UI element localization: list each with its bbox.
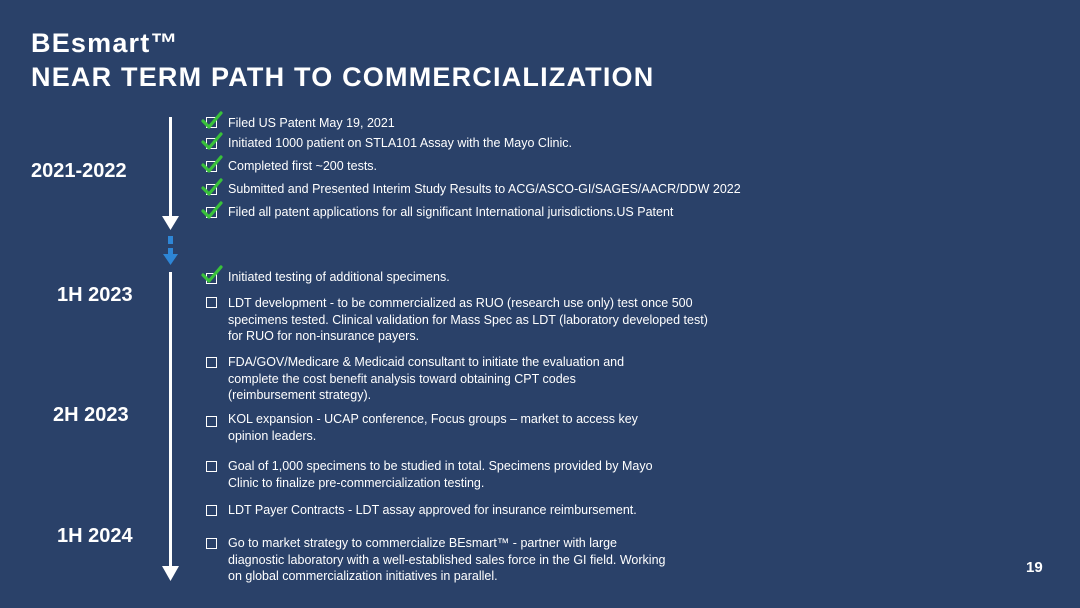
- arrow-head-down-icon: [163, 248, 178, 265]
- checkmark-icon: [201, 178, 223, 196]
- list-item: LDT development - to be commercialized as RUO (research use only) test once 500 specimens tested. Clinical validation for Mass Spec as LDT (laboratory developed test) for RUO for non-insurance payers.: [228, 296, 708, 343]
- arrow-head-down-icon: [162, 566, 179, 581]
- period-label-2021-2022: 2021-2022: [31, 160, 127, 182]
- list-item: Initiated 1000 patient on STLA101 Assay with the Mayo Clinic.: [228, 136, 572, 150]
- checkbox-unchecked: [206, 357, 217, 368]
- list-item: Initiated testing of additional specimens.: [228, 270, 450, 284]
- slide-title: [31, 26, 654, 94]
- period-label-1h-2023: 1H 2023: [57, 284, 133, 306]
- checkmark-icon: [201, 111, 223, 129]
- checkbox-unchecked: [206, 538, 217, 549]
- title-line-1: BEsmart™: [31, 28, 179, 58]
- list-item: KOL expansion - UCAP conference, Focus groups – market to access key opinion leaders.: [228, 412, 638, 443]
- checkmark-icon: [201, 265, 223, 283]
- list-item: Goal of 1,000 specimens to be studied in total. Specimens provided by Mayo Clinic to finalize pre-commercialization testing.: [228, 459, 653, 490]
- list-item: Submitted and Presented Interim Study Results to ACG/ASCO-GI/SAGES/AACR/DDW 2022: [228, 182, 741, 196]
- checkmark-icon: [201, 155, 223, 173]
- list-item: Completed first ~200 tests.: [228, 159, 378, 173]
- list-item: Filed US Patent May 19, 2021: [228, 116, 395, 130]
- arrow-head-down-icon: [162, 216, 179, 230]
- checkbox-unchecked: [206, 297, 217, 308]
- checkbox-unchecked: [206, 505, 217, 516]
- period-label-2h-2023: 2H 2023: [53, 404, 129, 426]
- checkbox-unchecked: [206, 416, 217, 427]
- period-label-1h-2024: 1H 2024: [57, 525, 133, 547]
- list-item: Go to market strategy to commercialize BEsmart™ - partner with large diagnostic laboratory with a well-established sales force in the GI field. Working on global commercialization initiatives in parallel.: [228, 536, 666, 583]
- list-item: FDA/GOV/Medicare & Medicaid consultant to initiate the evaluation and complete the cost benefit analysis toward obtaining CPT codes (reimbursement strategy).: [228, 355, 625, 402]
- checkbox-unchecked: [206, 461, 217, 472]
- title-line-2: NEAR TERM PATH TO COMMERCIALIZATION: [31, 62, 655, 92]
- list-item: Filed all patent applications for all significant International jurisdictions.US Patent: [228, 205, 674, 219]
- checkmark-icon: [201, 132, 223, 150]
- list-item: LDT Payer Contracts - LDT assay approved for insurance reimbursement.: [228, 503, 637, 517]
- page-number: 19: [1026, 559, 1043, 576]
- checkmark-icon: [201, 201, 223, 219]
